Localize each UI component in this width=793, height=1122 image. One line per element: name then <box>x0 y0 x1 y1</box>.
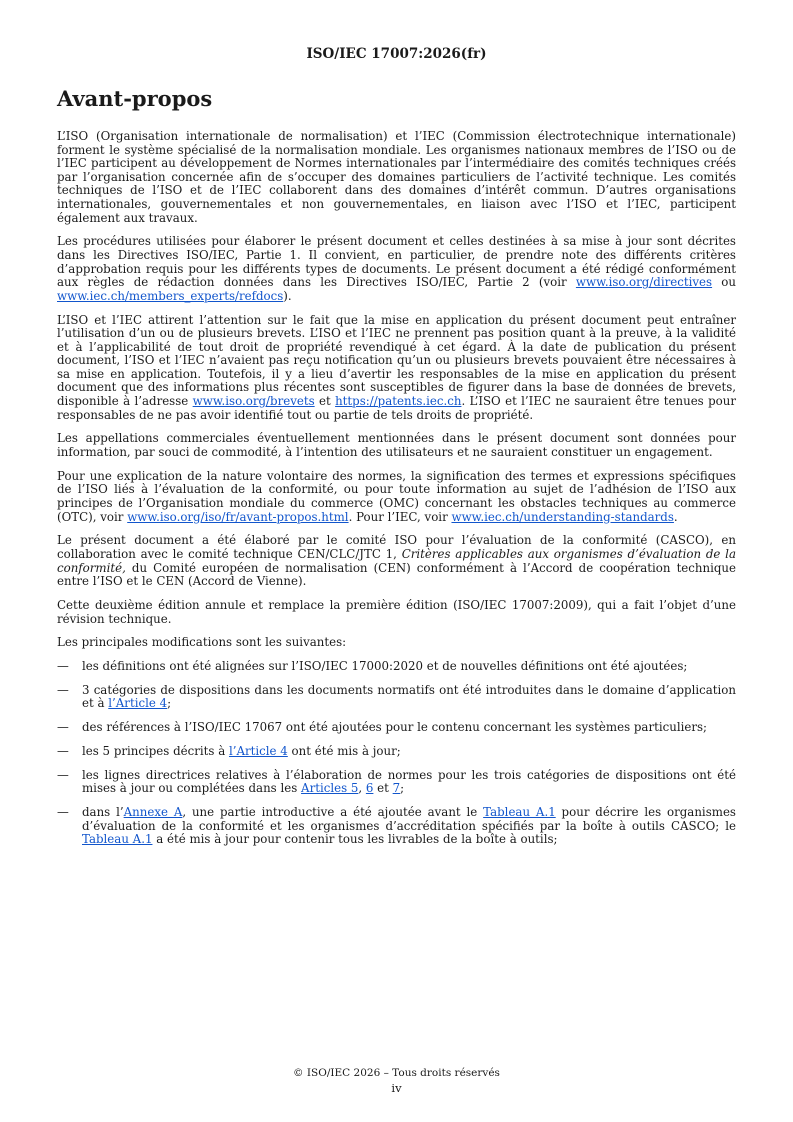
dash-bullet: — <box>57 720 69 735</box>
link-iso-directives[interactable]: www.iso.org/directives <box>575 275 713 290</box>
paragraph-text: ). <box>283 288 292 303</box>
list-item-text: les définitions ont été alignées sur l’ISO/IEC 17000:2020 et de nouvelles définitions ont été ajoutées; <box>82 659 688 674</box>
paragraph-text: ou <box>712 275 736 290</box>
link-iec-refdocs[interactable]: www.iec.ch/members_experts/refdocs <box>57 288 284 303</box>
paragraph-text: Pour une explication de la nature volontaire des normes, la signification des termes et expressions spécifiques de l’ISO liés à l’évaluation de la conformité, ou pour toute information au sujet de l’adhésion de l’ISO aux principes de l’Organisation mondiale du commerce (OMC) concernant les obstacles techniques au commerce (OTC), voir <box>57 468 736 524</box>
paragraph-text: . <box>673 509 678 524</box>
paragraph-text: Cette deuxième édition annule et remplace la première édition (ISO/IEC 17007:2009), qui a fait l’objet d’une révision technique. <box>57 597 736 626</box>
link-iec-understanding-standards[interactable]: www.iec.ch/understanding-standards <box>451 509 674 524</box>
list-item-text: pour décrire les organismes d’évaluation de la conformité et les organismes d’accréditation spécifiés par la boîte à outils CASCO; le <box>82 805 736 833</box>
paragraph-text: Les procédures utilisées pour élaborer le présent document et celles destinées à sa mise à jour sont décrites dans les Directives ISO/IEC, Partie 1. Il convient, en particulier, de prendre note des différents critères d’approbation requis pour les différents types de documents. Le présent document a été rédigé conformément aux règles de rédaction données dans les Directives ISO/IEC, Partie 2 (voir <box>57 234 736 290</box>
paragraph-text: du Comité européen de normalisation (CEN) conformément à l’Accord de coopération technique entre l’ISO et le CEN (Accord de Vienne). <box>57 560 736 589</box>
list-item <box>57 806 736 847</box>
list-item-text: ; <box>400 781 405 796</box>
paragraph-procedures <box>57 235 736 303</box>
page-title: Avant-propos <box>57 86 213 111</box>
paragraph-text: L’ISO (Organisation internationale de normalisation) et l’IEC (Commission électrotechnique internationale) forment le système spécialisé de la normalisation mondiale. Les organismes nationaux membres de l’ISO ou de l’IEC participent au développement de Normes internationales par l’intermédiaire des comités techniques créés par l’organisation concernée afin de s’occuper des domaines particuliers de l’activité technique. Les comités techniques de l’ISO et de l’IEC collaborent dans des domaines d’intérêt commun. D’autres organisations internationales, gouvernementales et non gouvernementales, en liaison avec l’ISO et l’IEC, participent également aux travaux. <box>57 129 736 225</box>
list-item-text: a été mis à jour pour contenir tous les livrables de la boîte à outils; <box>152 832 558 847</box>
link-table-a1[interactable]: Tableau A.1 <box>483 805 556 820</box>
dash-bullet: — <box>57 805 69 820</box>
paragraph-text: . L’ISO et l’IEC ne sauraient être tenues pour responsables de ne pas avoir identifié tout ou partie de tels droits de propriété. <box>57 394 736 422</box>
list-item-text: et <box>373 781 393 796</box>
paragraph-iso-iec-intro <box>57 130 736 225</box>
paragraph-trade-names <box>57 432 736 459</box>
paragraph-text: Les principales modifications sont les suivantes: <box>57 635 347 650</box>
link-iso-patents[interactable]: www.iso.org/brevets <box>192 394 315 409</box>
paragraph-voluntary-nature <box>57 470 736 524</box>
link-article-6[interactable]: 6 <box>365 781 374 796</box>
copyright-notice: © ISO/IEC 2026 – Tous droits réservés <box>293 1067 500 1079</box>
changes-list <box>57 660 736 847</box>
paragraph-text: L’ISO et l’IEC attirent l’attention sur le fait que la mise en application du présent document peut entraîner l’utilisation d’un ou de plusieurs brevets. L’ISO et l’IEC ne prennent pas position quant à la preuve, à la validité et à l’applicabilité de tout droit de propriété revendiqué à cet égard. À la date de publication du présent document, l’ISO et l’IEC n’avaient pas reçu notification qu’un ou plusieurs brevets pouvaient être nécessaires à sa mise en application. Toutefois, il y a lieu d’avertir les responsables de la mise en application du présent document que des informations plus récentes sont susceptibles de figurer dans la base de données de brevets, disponible à l’adresse <box>57 312 736 409</box>
list-item <box>57 745 736 759</box>
link-iec-patents[interactable]: https://patents.iec.ch <box>335 394 462 409</box>
dash-bullet: — <box>57 659 69 674</box>
dash-bullet: — <box>57 744 69 759</box>
list-item <box>57 684 736 711</box>
paragraph-committee <box>57 534 736 588</box>
link-iso-foreword[interactable]: www.iso.org/iso/fr/avant-propos.html <box>127 509 349 524</box>
list-item <box>57 660 736 674</box>
page-footer <box>0 1066 793 1096</box>
dash-bullet: — <box>57 682 69 697</box>
paragraph-patents <box>57 314 736 423</box>
page-number: iv <box>391 1081 402 1095</box>
paragraph-text: Les appellations commerciales éventuellement mentionnées dans le présent document sont données pour information, par souci de commodité, à l’intention des utilisateurs et ne sauraient constituer un engagement. <box>57 431 736 460</box>
link-article-5[interactable]: Articles 5 <box>301 781 359 796</box>
list-item-text: ont été mis à jour; <box>287 744 401 759</box>
list-item-text: dans l’ <box>82 805 124 820</box>
committee-title: Critères applicables aux organismes d’évaluation de la conformité, <box>57 546 736 575</box>
paragraph-text: . Pour l’IEC, voir <box>348 509 452 524</box>
link-article-7[interactable]: 7 <box>392 781 401 796</box>
list-item-text: les lignes directrices relatives à l’élaboration de normes pour les trois catégories de dispositions ont été mises à jour ou complétées dans les <box>82 767 736 796</box>
list-item-text: les 5 principes décrits à <box>82 744 229 759</box>
list-item-text: 3 catégories de dispositions dans les documents normatifs ont été introduites dans le domaine d’application et à <box>82 682 736 711</box>
list-item <box>57 721 736 735</box>
link-table-a1[interactable]: Tableau A.1 <box>82 832 153 847</box>
list-item-text: , une partie introductive a été ajoutée avant le <box>182 805 484 820</box>
list-item-text: ; <box>167 696 172 711</box>
paragraph-edition <box>57 599 736 626</box>
paragraph-changes-intro <box>57 636 736 650</box>
link-article-4[interactable]: l’Article 4 <box>108 696 168 711</box>
foreword-body <box>57 130 736 857</box>
link-annex-a[interactable]: Annexe A <box>123 805 183 820</box>
list-item-text: des références à l’ISO/IEC 17067 ont été ajoutées pour le contenu concernant les systèmes particuliers; <box>82 720 708 735</box>
paragraph-text: et <box>314 394 336 409</box>
link-article-4[interactable]: l’Article 4 <box>228 744 288 759</box>
dash-bullet: — <box>57 767 69 782</box>
paragraph-text: Le présent document a été élaboré par le comité ISO pour l’évaluation de la conformité (CASCO), en collaboration avec le comité technique CEN/CLC/JTC 1, <box>57 533 736 561</box>
list-item-text: , <box>358 781 366 796</box>
list-item <box>57 769 736 796</box>
document-identifier: ISO/IEC 17007:2026(fr) <box>306 46 487 62</box>
